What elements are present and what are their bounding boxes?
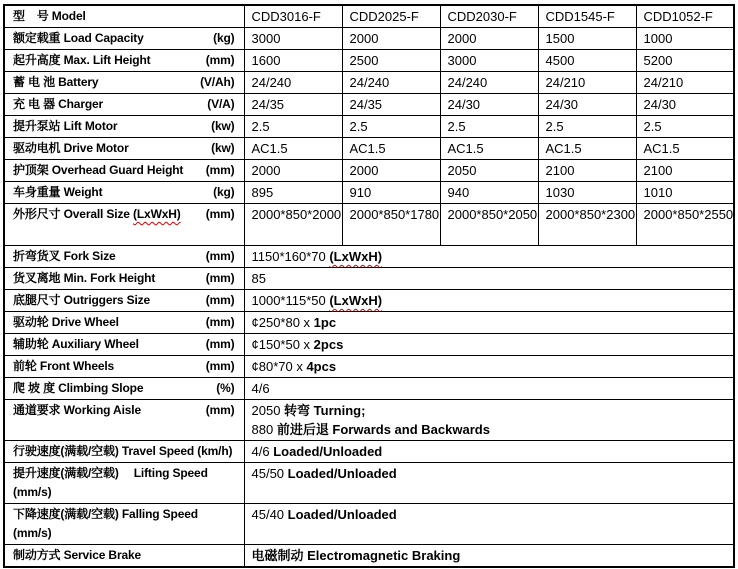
model-name: CDD2025-F — [349, 9, 419, 24]
value-cell-merged: ¢150*50 x 2pcs — [244, 334, 734, 356]
unit-label: (mm) — [205, 359, 235, 373]
value-cell: 2100 — [636, 160, 734, 182]
value-cell: 2.5 — [244, 116, 342, 138]
value-cell: 2000*850*2000 — [244, 204, 342, 246]
row-front-wheels — [4, 356, 734, 378]
value-cell: 2000 — [244, 160, 342, 182]
value-cell: 3000 — [440, 50, 538, 72]
unit-label: (mm) — [205, 249, 235, 263]
value-cell-merged: 2050 转弯 Turning; 880 前进后退 Forwards and Backwards — [244, 400, 734, 441]
row-label: 货叉离地 Min. Fork Height (mm) — [4, 268, 244, 290]
unit-label: (%) — [216, 381, 235, 395]
model-label: 型 号 Model — [13, 9, 86, 23]
value-cell-merged: 1000*115*50 (LxWxH) — [244, 290, 734, 312]
row-min-fork-height — [4, 268, 734, 290]
value-cell: 2.5 — [342, 116, 440, 138]
value-cell: 2.5 — [440, 116, 538, 138]
row-service-brake — [4, 545, 734, 568]
row-overhead-guard — [4, 160, 734, 182]
row-lifting-speed — [4, 463, 734, 504]
row-label: 爬 坡 度 Climbing Slope (%) — [4, 378, 244, 400]
spellcheck-token: (LxWxH) — [133, 207, 181, 221]
row-auxiliary-wheel — [4, 334, 734, 356]
model-name: CDD1545-F — [545, 9, 615, 24]
unit-label: (mm) — [205, 163, 235, 177]
value-cell: 4500 — [538, 50, 636, 72]
value-cell: 24/30 — [636, 94, 734, 116]
row-label: 辅助轮 Auxiliary Wheel (mm) — [4, 334, 244, 356]
row-charger — [4, 94, 734, 116]
value-cell: 910 — [342, 182, 440, 204]
unit-label: (mm) — [205, 207, 235, 221]
row-label: 提升泵站 Lift Motor (kw) — [4, 116, 244, 138]
value-cell: 24/240 — [342, 72, 440, 94]
unit-label: (mm) — [205, 293, 235, 307]
value-cell: 2000*850*1780 — [342, 204, 440, 246]
value-cell: 24/210 — [636, 72, 734, 94]
value-cell: 1000 — [636, 28, 734, 50]
row-battery — [4, 72, 734, 94]
value-cell: AC1.5 — [636, 138, 734, 160]
model-name: CDD3016-F — [251, 9, 321, 24]
value-cell: 2500 — [342, 50, 440, 72]
row-label: 通道要求 Working Aisle (mm) — [4, 400, 244, 441]
value-cell: AC1.5 — [440, 138, 538, 160]
row-label: 底腿尺寸 Outriggers Size (mm) — [4, 290, 244, 312]
model-name-cell — [342, 5, 440, 28]
value-cell-merged: 45/40 Loaded/Unloaded — [244, 504, 734, 545]
model-name-cell — [440, 5, 538, 28]
row-weight — [4, 182, 734, 204]
row-label: 额定载重 Load Capacity (kg) — [4, 28, 244, 50]
value-cell: 2000 — [440, 28, 538, 50]
value-cell: 2000 — [342, 160, 440, 182]
model-name-cell — [636, 5, 734, 28]
value-cell: 895 — [244, 182, 342, 204]
unit-label: (mm) — [205, 403, 235, 417]
value-cell: 2100 — [538, 160, 636, 182]
row-overall-size — [4, 204, 734, 246]
unit-label: (kg) — [213, 185, 235, 199]
value-cell: AC1.5 — [342, 138, 440, 160]
row-label: 车身重量 Weight (kg) — [4, 182, 244, 204]
row-model — [4, 5, 734, 28]
row-label: 蓄 电 池 Battery (V/Ah) — [4, 72, 244, 94]
value-cell-merged: 4/6 Loaded/Unloaded — [244, 441, 734, 463]
value-cell: AC1.5 — [244, 138, 342, 160]
value-cell: 2000*850*2050 — [440, 204, 538, 246]
row-drive-wheel — [4, 312, 734, 334]
value-cell: 24/30 — [538, 94, 636, 116]
unit-label: (kw) — [211, 141, 235, 155]
row-travel-speed — [4, 441, 734, 463]
value-cell: 2050 — [440, 160, 538, 182]
unit-label: (mm) — [205, 315, 235, 329]
spellcheck-token: (LxWxH) — [329, 249, 383, 264]
model-name-cell — [538, 5, 636, 28]
unit-label: (kw) — [211, 119, 235, 133]
row-label: 驱动轮 Drive Wheel (mm) — [4, 312, 244, 334]
row-drive-motor — [4, 138, 734, 160]
model-name: CDD2030-F — [447, 9, 517, 24]
row-label: 外形尺寸 Overall Size (LxWxH) (mm) — [4, 204, 244, 246]
row-falling-speed — [4, 504, 734, 545]
unit-label: (kg) — [213, 31, 235, 45]
value-cell: 24/35 — [342, 94, 440, 116]
value-cell: 1010 — [636, 182, 734, 204]
value-cell: 2.5 — [538, 116, 636, 138]
value-cell: 24/210 — [538, 72, 636, 94]
value-cell: AC1.5 — [538, 138, 636, 160]
value-cell: 24/30 — [440, 94, 538, 116]
value-cell: 1500 — [538, 28, 636, 50]
value-cell: 24/240 — [440, 72, 538, 94]
row-lift-height — [4, 50, 734, 72]
value-cell: 1600 — [244, 50, 342, 72]
row-label: 前轮 Front Wheels (mm) — [4, 356, 244, 378]
spellcheck-token: (LxWxH) — [329, 293, 383, 308]
row-label: 驱动电机 Drive Motor (kw) — [4, 138, 244, 160]
row-label-model — [4, 5, 244, 28]
row-label: 折弯货叉 Fork Size (mm) — [4, 246, 244, 268]
row-load-capacity — [4, 28, 734, 50]
row-label: 护顶架 Overhead Guard Height (mm) — [4, 160, 244, 182]
value-cell: 2000*850*2300 — [538, 204, 636, 246]
row-outriggers-size — [4, 290, 734, 312]
value-cell: 2.5 — [636, 116, 734, 138]
value-cell: 24/35 — [244, 94, 342, 116]
value-cell-merged: 4/6 — [244, 378, 734, 400]
row-climbing-slope — [4, 378, 734, 400]
value-cell: 940 — [440, 182, 538, 204]
value-cell: 2000 — [342, 28, 440, 50]
unit-label: (mm) — [205, 271, 235, 285]
value-cell: 24/240 — [244, 72, 342, 94]
row-label: 充 电 器 Charger (V/A) — [4, 94, 244, 116]
row-label: 下降速度(满载/空载) Falling Speed (mm/s) — [4, 504, 244, 545]
row-working-aisle — [4, 400, 734, 441]
value-cell-merged: 电磁制动 Electromagnetic Braking — [244, 545, 734, 568]
row-label: 提升速度(满载/空载) Lifting Speed (mm/s) — [4, 463, 244, 504]
unit-label: (V/Ah) — [200, 75, 235, 89]
value-cell-merged: ¢80*70 x 4pcs — [244, 356, 734, 378]
value-cell: 5200 — [636, 50, 734, 72]
value-cell: 1030 — [538, 182, 636, 204]
unit-label: (V/A) — [207, 97, 235, 111]
spec-table — [3, 4, 735, 568]
value-cell-merged: 1150*160*70 (LxWxH) — [244, 246, 734, 268]
value-cell-merged: 45/50 Loaded/Unloaded — [244, 463, 734, 504]
value-cell-merged: 85 — [244, 268, 734, 290]
row-fork-size — [4, 246, 734, 268]
unit-label: (mm) — [205, 337, 235, 351]
value-cell: 3000 — [244, 28, 342, 50]
model-name: CDD1052-F — [643, 9, 713, 24]
value-cell-merged: ¢250*80 x 1pc — [244, 312, 734, 334]
row-label: 行驶速度(满载/空载) Travel Speed (km/h) — [4, 441, 244, 463]
row-lift-motor — [4, 116, 734, 138]
value-cell: 2000*850*2550 — [636, 204, 734, 246]
unit-label: (mm) — [205, 53, 235, 67]
model-name-cell — [244, 5, 342, 28]
row-label: 起升高度 Max. Lift Height (mm) — [4, 50, 244, 72]
row-label: 制动方式 Service Brake — [4, 545, 244, 568]
